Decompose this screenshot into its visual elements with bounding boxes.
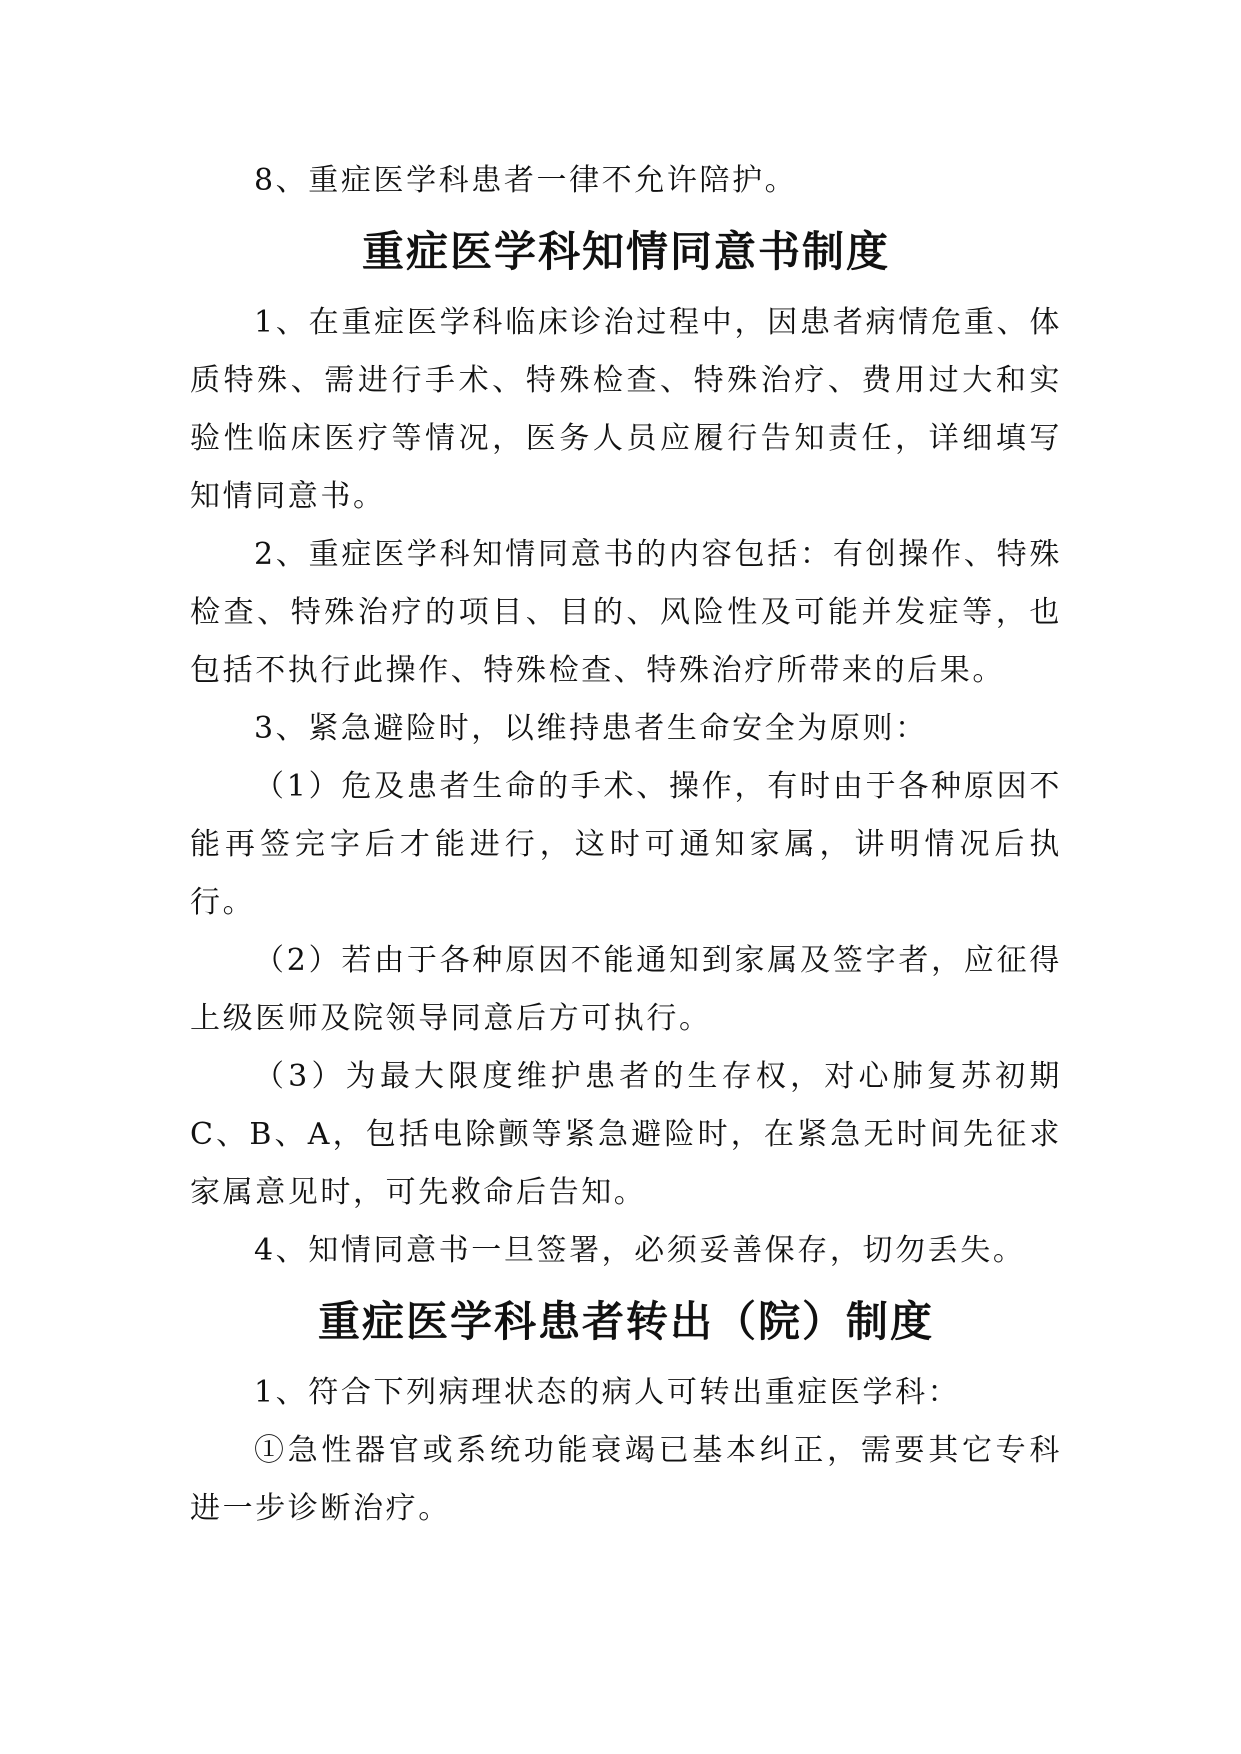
paragraph-consent-2: 2、重症医学科知情同意书的内容包括：有创操作、特殊检查、特殊治疗的项目、目的、风险性及可能并发症等，也包括不执行此操作、特殊检查、特殊治疗所带来的后果。	[190, 537, 1062, 688]
paragraph-consent-4: 4、知情同意书一旦签署，必须妥善保存，切勿丢失。	[254, 1233, 1026, 1268]
paragraph-consent-3-1: （1）危及患者生命的手术、操作，有时由于各种原因不能再签完字后才能进行，这时可通知家属，讲明情况后执行。	[190, 769, 1062, 920]
document-body	[190, 152, 1062, 1538]
paragraph-visitation-rule-8: 8、重症医学科患者一律不允许陪护。	[254, 163, 798, 198]
paragraph-consent-3: 3、紧急避险时，以维持患者生命安全为原则：	[254, 711, 928, 746]
paragraph-consent-1: 1、在重症医学科临床诊治过程中，因患者病情危重、体质特殊、需进行手术、特殊检查、特殊治疗、费用过大和实验性临床医疗等情况，医务人员应履行告知责任，详细填写知情同意书。	[190, 305, 1062, 514]
section-title-transfer-out: 重症医学科患者转出（院）制度	[317, 1297, 934, 1346]
section-title-informed-consent: 重症医学科知情同意书制度	[361, 227, 890, 276]
paragraph-transfer-1-1: ①急性器官或系统功能衰竭已基本纠正，需要其它专科进一步诊断治疗。	[190, 1433, 1062, 1526]
paragraph-transfer-1: 1、符合下列病理状态的病人可转出重症医学科：	[254, 1375, 961, 1410]
paragraph-consent-3-2: （2）若由于各种原因不能通知到家属及签字者，应征得上级医师及院领导同意后方可执行。	[190, 943, 1062, 1036]
paragraph-consent-3-3: （3）为最大限度维护患者的生存权，对心肺复苏初期C、B、A，包括电除颤等紧急避险时，在紧急无时间先征求家属意见时，可先救命后告知。	[190, 1059, 1062, 1210]
